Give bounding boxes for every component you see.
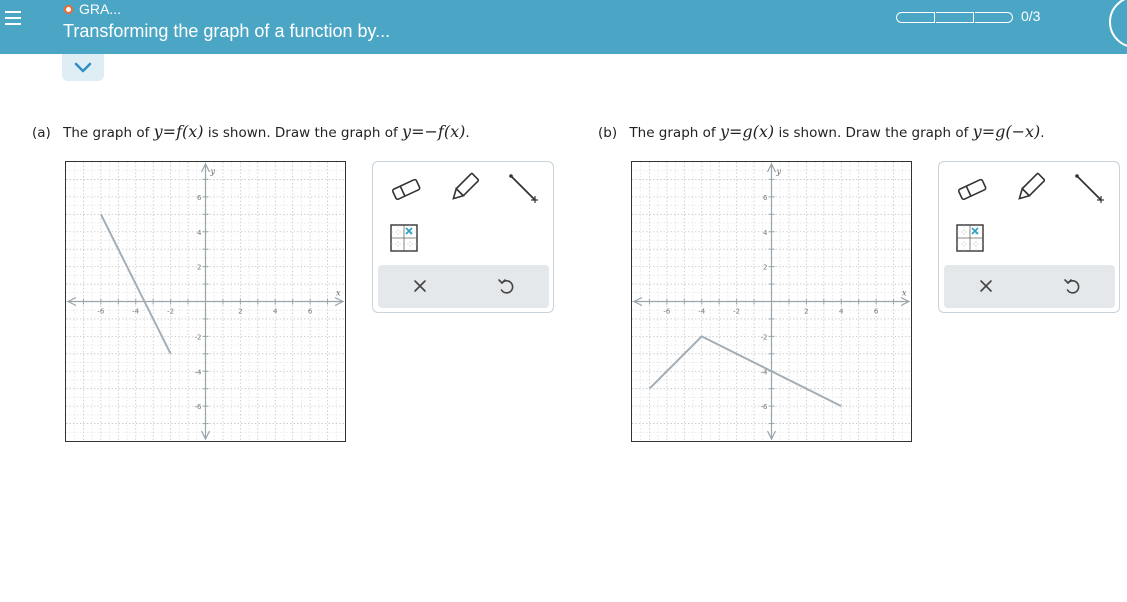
- problem-label: (a): [32, 125, 51, 141]
- eraser-icon[interactable]: [955, 176, 989, 202]
- graph-b[interactable]: [631, 161, 912, 442]
- y-tick-label: -4: [760, 368, 768, 377]
- y-tick-label: -4: [194, 368, 202, 377]
- progress-count: 0/3: [1021, 8, 1041, 24]
- given-function: y=g(x): [719, 122, 775, 141]
- undo-icon[interactable]: [493, 273, 519, 299]
- y-axis-label: y: [210, 167, 216, 176]
- prompt-text: The graph of: [629, 125, 716, 141]
- x-tick-label: 2: [804, 307, 809, 316]
- toolbox-a: [372, 161, 554, 313]
- progress-bar: [896, 12, 1018, 23]
- toolbox-action-bar: [944, 265, 1115, 308]
- graph-a[interactable]: [65, 161, 346, 442]
- problem-a-prompt: [32, 122, 470, 141]
- problem-b-prompt: [598, 122, 1045, 141]
- y-tick-label: 2: [197, 263, 202, 272]
- chevron-down-icon: [62, 54, 104, 81]
- graph-grid-icon[interactable]: [956, 224, 984, 252]
- x-axis-label: x: [902, 288, 907, 298]
- graph-a-canvas[interactable]: [66, 162, 345, 441]
- x-tick-label: -6: [97, 307, 105, 316]
- pencil-icon[interactable]: [449, 172, 479, 204]
- y-tick-label: -2: [760, 333, 768, 342]
- progress-segment: [896, 12, 935, 23]
- x-tick-label: 4: [273, 307, 278, 316]
- y-tick-label: 6: [197, 193, 202, 202]
- line-segment-icon[interactable]: [507, 172, 539, 204]
- hamburger-menu-icon[interactable]: [3, 8, 25, 30]
- undo-icon[interactable]: [1059, 273, 1085, 299]
- graph-b-canvas[interactable]: [632, 162, 911, 441]
- top-bar: [0, 0, 1127, 54]
- expand-chevron-button[interactable]: [62, 54, 104, 81]
- prompt-period: .: [1040, 125, 1045, 141]
- y-tick-label: -6: [760, 403, 768, 412]
- y-tick-label: -6: [194, 403, 202, 412]
- y-tick-label: -2: [194, 333, 202, 342]
- prompt-text: is shown. Draw the graph of: [207, 125, 398, 141]
- prompt-period: .: [465, 125, 470, 141]
- y-axis-label: y: [776, 167, 782, 176]
- eraser-icon[interactable]: [389, 176, 423, 202]
- given-function: y=f(x): [153, 122, 204, 141]
- graph-grid-icon[interactable]: [390, 224, 418, 252]
- function-graph-line: [101, 214, 171, 354]
- x-axis-label: x: [336, 288, 341, 298]
- page-title: Transforming the graph of a function by...: [63, 21, 391, 41]
- x-tick-label: 6: [873, 307, 879, 316]
- progress-segment: [975, 12, 1013, 23]
- x-tick-label: 6: [307, 307, 313, 316]
- problem-label: (b): [598, 125, 618, 141]
- y-tick-label: 4: [197, 228, 202, 237]
- topic-status-dot: [64, 5, 73, 14]
- y-tick-label: 4: [763, 228, 768, 237]
- x-tick-label: -4: [698, 307, 706, 316]
- toolbox-b: [938, 161, 1120, 313]
- prompt-text: The graph of: [63, 125, 150, 141]
- x-tick-label: -2: [167, 307, 175, 316]
- x-tick-label: -6: [663, 307, 671, 316]
- line-segment-icon[interactable]: [1073, 172, 1105, 204]
- prompt-text: is shown. Draw the graph of: [778, 125, 969, 141]
- account-menu-button[interactable]: [1109, 0, 1127, 48]
- x-tick-label: 2: [238, 307, 243, 316]
- y-tick-label: 2: [763, 263, 768, 272]
- x-tick-label: -4: [132, 307, 140, 316]
- target-function: y=g(−x): [972, 122, 1041, 141]
- x-tick-label: 4: [839, 307, 844, 316]
- topic-label: GRA...: [79, 1, 122, 17]
- y-tick-label: 6: [763, 193, 768, 202]
- clear-icon[interactable]: [973, 273, 999, 299]
- x-tick-label: -2: [733, 307, 741, 316]
- progress-segment: [936, 12, 974, 23]
- clear-icon[interactable]: [407, 273, 433, 299]
- pencil-icon[interactable]: [1015, 172, 1045, 204]
- target-function: y=−f(x): [402, 122, 466, 141]
- toolbox-action-bar: [378, 265, 549, 308]
- topic-indicator: [64, 1, 121, 17]
